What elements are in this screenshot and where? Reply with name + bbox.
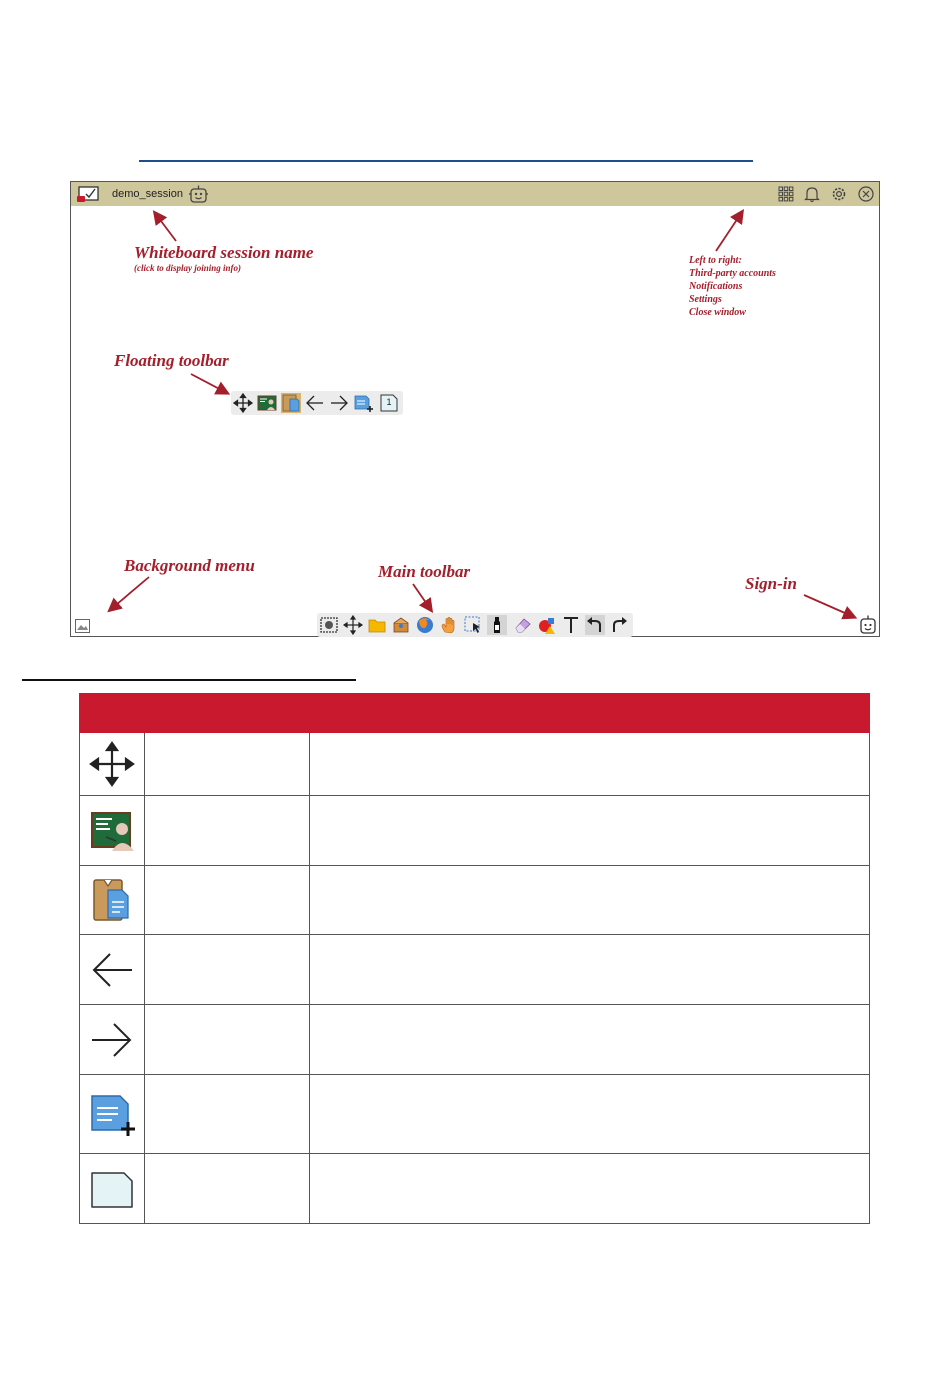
close-icon[interactable] [857,185,875,203]
annotation-line: Settings [689,294,722,305]
redo-icon[interactable] [609,615,629,635]
table-row [80,1075,870,1154]
main-toolbar [317,613,633,637]
description-cell [309,796,869,866]
move-icon[interactable] [343,615,363,635]
presenter-board-icon [88,807,136,855]
icon-cell [80,733,145,796]
arrow-right-icon[interactable] [329,393,349,413]
description-cell [309,935,869,1005]
shapes-icon[interactable] [537,615,557,635]
annotation-line: Notifications [689,281,743,292]
undo-icon[interactable] [585,615,605,635]
description-cell [309,1005,869,1075]
floating-toolbar-table [79,693,870,1224]
arrow-right-icon [88,1016,136,1064]
section-rule [22,679,356,681]
toolbox-icon[interactable] [391,615,411,635]
table-row [80,733,870,796]
icon-cell [80,1154,145,1224]
name-cell [144,733,309,796]
name-cell [144,1154,309,1224]
page-number: 1 [386,397,392,407]
browser-icon[interactable] [415,615,435,635]
table-row [80,935,870,1005]
description-cell [309,733,869,796]
icon-cell [80,1075,145,1154]
eraser-icon[interactable] [513,615,533,635]
description-cell [309,1075,869,1154]
floating-toolbar [231,391,403,415]
presenter-board-icon[interactable] [257,393,277,413]
annotation-line: Left to right: [689,255,742,266]
titlebar-icons-annotation [689,254,776,319]
name-cell [144,1005,309,1075]
background-menu-annotation: Background menu [124,556,255,575]
table-header-icon-column [80,694,310,733]
table-row [80,866,870,935]
table-row [80,796,870,866]
app-logo-icon[interactable] [76,185,100,203]
blank-page-icon [88,1165,136,1213]
arrow-left-icon[interactable] [305,393,325,413]
arrow-left-icon [88,946,136,994]
floating-toolbar-annotation: Floating toolbar [114,351,229,370]
name-cell [144,1075,309,1154]
bell-icon[interactable] [803,185,821,203]
page-indicator[interactable] [379,393,399,413]
description-cell [309,866,869,935]
table-header [80,694,870,733]
session-name-annotation-sub: (click to display joining info) [134,263,241,273]
title-bar [71,182,879,206]
hand-icon[interactable] [439,615,459,635]
annotation-line: Close window [689,307,746,318]
sign-in-robot-icon[interactable] [859,615,877,635]
icon-cell [80,935,145,1005]
table-header-description-column [309,694,869,733]
select-icon[interactable] [463,615,483,635]
move-icon[interactable] [233,393,253,413]
robot-icon[interactable] [188,184,209,205]
top-rule [139,160,753,162]
table-row [80,1005,870,1075]
add-page-icon[interactable] [353,393,373,413]
description-cell [309,1154,869,1224]
session-name[interactable]: demo_session [112,188,183,200]
name-cell [144,866,309,935]
whiteboard-app-window [70,181,880,637]
icon-cell [80,1005,145,1075]
main-toolbar-annotation: Main toolbar [378,562,471,581]
background-menu-icon[interactable] [75,619,90,633]
icon-cell [80,796,145,866]
name-cell [144,935,309,1005]
apps-grid-icon[interactable] [777,185,795,203]
annotation-line: Third-party accounts [689,268,776,279]
session-name-annotation: Whiteboard session name [134,243,314,262]
gear-icon[interactable] [830,185,848,203]
name-cell [144,796,309,866]
clipboard-file-icon[interactable] [281,393,301,413]
folder-icon[interactable] [367,615,387,635]
icon-cell [80,866,145,935]
clipboard-file-icon [88,876,136,924]
move-icon [88,740,136,788]
add-page-icon [88,1090,136,1138]
text-icon[interactable] [561,615,581,635]
marker-icon[interactable] [487,615,507,635]
sign-in-annotation: Sign-in [745,574,797,593]
table-row [80,1154,870,1224]
screenshot-icon[interactable] [319,615,339,635]
